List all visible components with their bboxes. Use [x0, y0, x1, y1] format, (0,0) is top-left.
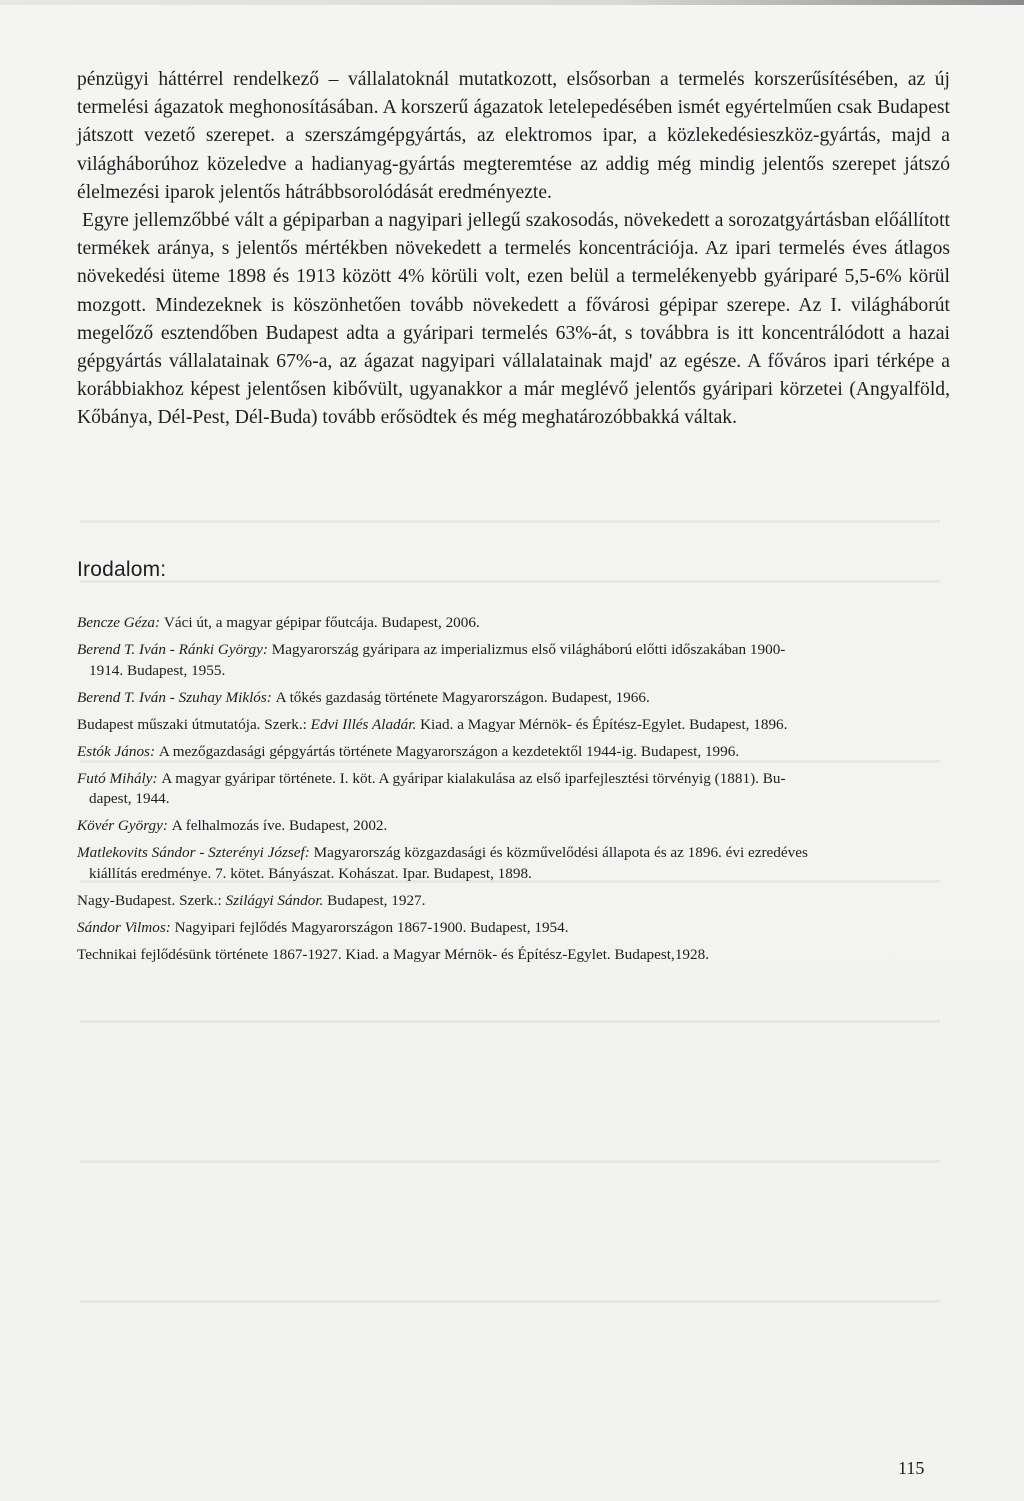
- reference-item: [77, 640, 945, 681]
- reference-title: Technikai fejlődésünk története 1867-1927. Kiad. a Magyar Mérnök- és Építész-Egylet. Budapest,1928.: [77, 945, 709, 963]
- reference-author: Estók János:: [77, 742, 159, 760]
- reference-first-line: [77, 641, 785, 658]
- reference-continuation: 1914. Budapest, 1955.: [89, 661, 226, 679]
- reference-item: [77, 891, 945, 912]
- reference-first-line: [77, 892, 425, 909]
- reference-publication: Budapest, 1927.: [323, 891, 426, 909]
- reference-first-line: [77, 817, 387, 834]
- reference-title: A felhalmozás íve. Budapest, 2002.: [171, 817, 388, 834]
- page-top-edge: [0, 0, 1024, 5]
- page-number: 115: [898, 1458, 925, 1478]
- reference-continuation: kiállítás eredménye. 7. kötet. Bányászat. Kohászat. Ipar. Budapest, 1898.: [89, 864, 532, 882]
- reference-title: Budapest műszaki útmutatója. Szerk.:: [77, 715, 311, 733]
- reference-title: Váci út, a magyar gépipar főutcája. Budapest, 2006.: [163, 614, 480, 631]
- reference-item: [77, 715, 945, 736]
- paragraph-1: pénzügyi háttérrel rendelkező – vállalatoknál mutatkozott, elsősorban a termelés korszerűsítésében, az új termelési ágazatok meghonosításában. A korszerű ágazatok letelepedésében ismét egyértelműen csak Budapest játszott vezető szerepet. a szerszámgépgyártás, az elektromos ipar, a közlekedésieszköz-gyártás, majd a világháborúhoz közeledve a hadianyag-gyártás megteremtése az addig még mindig jelentős szerepet játszó élelmezési iparok jelentős hátrábbsorolódását eredményezte.: [77, 69, 950, 203]
- reference-item: [77, 742, 945, 763]
- reference-author: Kövér György:: [77, 817, 172, 834]
- reference-editor: Edvi Illés Aladár.: [310, 715, 417, 733]
- reference-title: Magyarország gyáripara az imperializmus első világháború előtti időszakában 1900-: [271, 641, 786, 658]
- reference-item: [77, 945, 945, 966]
- reference-author: Berend T. Iván - Szuhay Miklós:: [77, 688, 276, 706]
- reference-author: Bencze Géza:: [77, 614, 164, 631]
- body-text: [77, 66, 950, 433]
- reference-publication: Kiad. a Magyar Mérnök- és Építész-Egylet. Budapest, 1896.: [416, 715, 788, 733]
- reference-item: [77, 688, 945, 709]
- reference-editor: Szilágyi Sándor.: [225, 891, 324, 909]
- reference-first-line: [77, 614, 480, 631]
- reference-title: Nagy-Budapest. Szerk.:: [77, 891, 226, 909]
- reference-first-line: [77, 844, 808, 861]
- reference-author: Sándor Vilmos:: [77, 918, 175, 936]
- reference-item: [77, 613, 945, 634]
- reference-list: [77, 613, 945, 972]
- reference-item: [77, 769, 945, 810]
- reference-author: Matlekovits Sándor - Szterényi József:: [77, 844, 314, 861]
- reference-continuation: dapest, 1944.: [89, 790, 170, 807]
- reference-first-line: [77, 919, 569, 936]
- reference-author: Futó Mihály:: [77, 769, 162, 787]
- reference-item: [77, 843, 945, 884]
- reference-first-line: [77, 770, 786, 787]
- reference-first-line: [77, 716, 787, 733]
- reference-first-line: [77, 743, 739, 760]
- reference-author: Berend T. Iván - Ránki György:: [77, 641, 272, 658]
- reference-first-line: [77, 946, 709, 963]
- reference-item: [77, 918, 945, 939]
- paragraph-2: Egyre jellemzőbbé vált a gépiparban a nagyipari jellegű szakosodás, növekedett a sorozatgyártásban előállított termékek aránya, s jelentős mértékben növekedett a termelés koncentrációja. Az ipari termelés éves átlagos növekedési üteme 1898 és 1913 között 4% körüli volt, ezen belül a termelékenyebb gyáriparé 5,5-6% körül mozgott. Mindezeknek is köszönhetően tovább növekedett a fővárosi gépipar szerepe. Az I. világháborút megelőző esztendőben Budapest adta a gyáripari termelés 63%-át, s továbbra is itt koncentrálódott a hazai gépgyártás vállalatainak 67%-a, az ágazat nagyipari vállalatainak majd' az egésze. A főváros ipari térképe a korábbiakhoz képest jelentősen kibővült, ugyanakkor a már meglévő jelentős gyáripari körzetei (Angyalföld, Kőbánya, Dél-Pest, Dél-Buda) tovább erősödtek és még meghatározóbbakká váltak.: [77, 210, 950, 429]
- reference-title: A magyar gyáripar története. I. köt. A gyáripar kialakulása az első iparfejlesztési törvényig (1881). Bu-: [161, 769, 786, 787]
- reference-item: [77, 816, 945, 837]
- literature-heading: Irodalom:: [77, 558, 167, 581]
- reference-first-line: [77, 689, 650, 706]
- reference-title: Nagyipari fejlődés Magyarországon 1867-1900. Budapest, 1954.: [174, 918, 569, 936]
- reference-title: Magyarország közgazdasági és közművelődési állapota és az 1896. évi ezredéves: [313, 844, 808, 861]
- reference-title: A mezőgazdasági gépgyártás története Magyarországon a kezdetektől 1944-ig. Budapest, 1996.: [158, 742, 740, 760]
- reference-title: A tőkés gazdaság története Magyarországon. Budapest, 1966.: [275, 688, 650, 706]
